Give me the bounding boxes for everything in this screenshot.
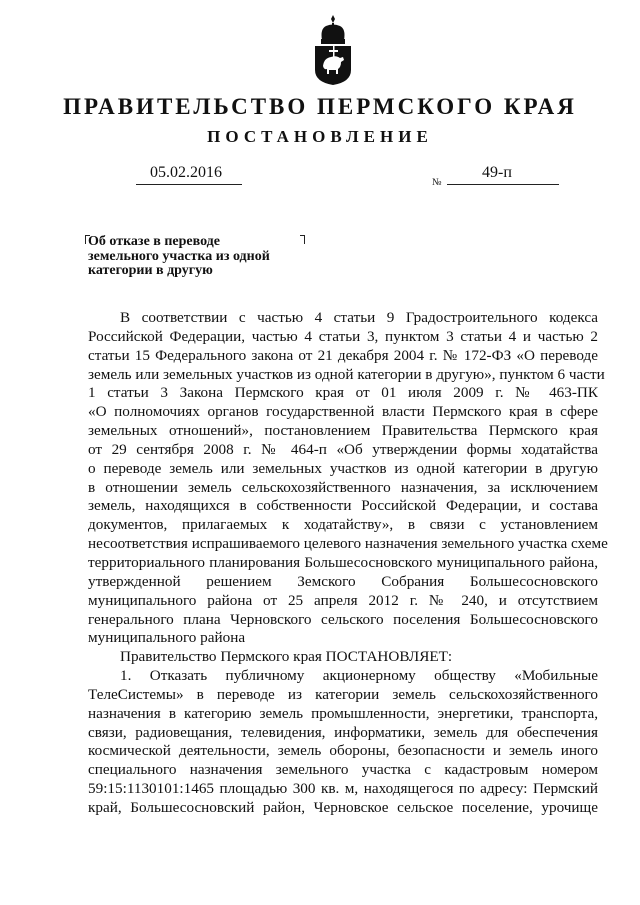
subject-line: земельного участка из одной [88,248,270,264]
body-line: земельных отношений», постановлением Правительства Пермского края [88,422,598,440]
subject-bracket-right [300,235,305,244]
body-line: Российской Федерации, частью 4 статьи 3, пунктом 3 статьи 4 и частью 2 [88,327,598,345]
body-line: в отношении земель сельскохозяйственного назначения, за исключением [88,478,598,496]
body-line: специального назначения земельного участка с кадастровым номером [88,761,598,779]
body-line: В соответствии с частью 4 статьи 9 Градостроительного кодекса [120,309,598,326]
body-line: территориального планирования Большесосновского муниципального района, [88,553,598,571]
subject-line: Об отказе в переводе [88,234,220,249]
body-line: от 29 сентября 2008 г. № 464-п «Об утверждении формы ходатайства [88,440,598,458]
body-line: статьи 15 Федерального закона от 21 декабря 2004 г. № 172-ФЗ «О переводе [88,346,598,364]
body-line: 59:15:1130101:1465 площадью 300 кв. м, находящегося по адресу: Пермский [88,780,598,798]
coat-of-arms-icon [312,14,354,86]
body-line: о переводе земель или земельных участков из одной категории в другую [88,459,598,477]
body-line: край, Большесосновский район, Черновское сельское поселение, урочище [88,798,598,816]
document-type: ПОСТАНОВЛЕНИЕ [207,127,433,146]
document-subject [88,235,298,279]
body-line: земель, находящихся в собственности Российской Федерации, и состава [88,497,598,515]
body-line: Правительство Пермского края ПОСТАНОВЛЯЕТ: [120,648,453,666]
body-line: «О полномочиях органов государственной власти Пермского края в сфере [88,403,598,421]
body-line: несоответствия испрашиваемого целевого назначения земельного участка схеме [88,535,608,553]
body-line: генерального плана Черновского сельского поселения Большесосновского [88,610,598,628]
body-line: утвержденной решением Земского Собрания Большесосновского [88,572,598,590]
body-line: муниципального района [88,629,246,647]
date-underline [136,184,242,185]
body-line: ТелеСистемы» в переводе из категории земель сельскохозяйственного [88,685,598,703]
subject-line: категории в другую [88,263,213,278]
body-line: связи, радиовещания, телевидения, информатики, земель для обеспечения [88,723,598,741]
body-line: муниципального района от 25 апреля 2012 г. № 240, и отсутствием [88,591,598,609]
body-line: назначения в категорию земель промышленности, энергетики, транспорта, [88,704,598,722]
document-date: 05.02.2016 [150,164,222,181]
document-number: 49-п [482,164,512,181]
organization-title: ПРАВИТЕЛЬСТВО ПЕРМСКОГО КРАЯ [63,94,577,119]
number-underline [447,184,559,185]
body-line: 1. Отказать публичному акционерному обществу «Мобильные [120,667,598,685]
body-line: документов, прилагаемых к ходатайству», в связи с установлением [88,516,598,534]
document-body [88,309,608,818]
body-line: 1 статьи 3 Закона Пермского края от 01 июля 2009 г. № 463-ПК [88,384,598,402]
number-sign: № [432,177,442,188]
body-line: космической деятельности, земель обороны, безопасности и земель иного [88,742,598,760]
body-line: земель или земельных участков из одной категории в другую», пунктом 6 части [88,365,605,383]
